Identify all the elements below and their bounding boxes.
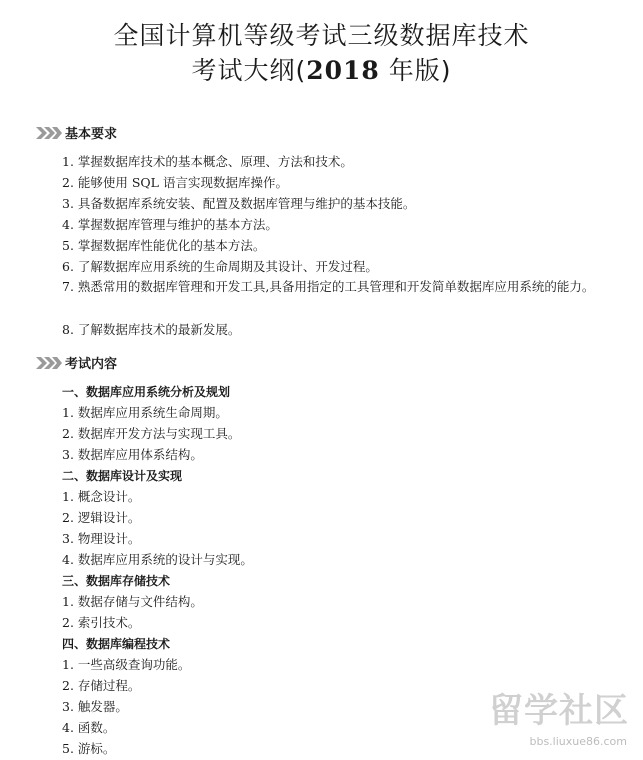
title-year: 2018 bbox=[306, 56, 380, 85]
list-item: 8. 了解数据库技术的最新发展。 bbox=[62, 322, 241, 337]
chevron-arrows-icon bbox=[36, 127, 62, 139]
title-line-2 bbox=[0, 51, 643, 87]
section-heading-label: 基本要求 bbox=[65, 127, 118, 142]
list-item: 2. 能够使用 SQL 语言实现数据库操作。 bbox=[62, 175, 288, 190]
subsection-title: 四、数据库编程技术 bbox=[62, 637, 171, 651]
list-item: 4. 掌握数据库管理与维护的基本方法。 bbox=[62, 217, 278, 232]
list-item: 2. 存储过程。 bbox=[62, 678, 141, 693]
list-item: 1. 一些高级查询功能。 bbox=[62, 657, 191, 672]
list-item: 3. 物理设计。 bbox=[62, 531, 141, 546]
list-item-wrapped: 7. 熟悉常用的数据库管理和开发工具,具备用指定的工具管理和开发简单数据库应用系统的能力。 bbox=[62, 279, 595, 294]
subsection-title: 二、数据库设计及实现 bbox=[62, 469, 183, 483]
list-item: 3. 触发器。 bbox=[62, 699, 128, 714]
list-item: 4. 数据库应用系统的设计与实现。 bbox=[62, 552, 253, 567]
section-heading-exam-content bbox=[36, 353, 117, 372]
list-item: 5. 掌握数据库性能优化的基本方法。 bbox=[62, 238, 266, 253]
watermark-logo: 留学社区 bbox=[489, 691, 629, 731]
subsection-title: 一、数据库应用系统分析及规划 bbox=[62, 385, 231, 399]
section-heading-basic-requirements bbox=[36, 123, 117, 142]
list-item: 1. 数据存储与文件结构。 bbox=[62, 594, 203, 609]
list-item: 1. 数据库应用系统生命周期。 bbox=[62, 405, 228, 420]
section-heading-label: 考试内容 bbox=[65, 357, 118, 372]
list-item: 1. 掌握数据库技术的基本概念、原理、方法和技术。 bbox=[62, 154, 353, 169]
chevron-arrows-icon bbox=[36, 357, 62, 369]
title-line-1: 全国计算机等级考试三级数据库技术 bbox=[113, 21, 530, 50]
list-item: 2. 索引技术。 bbox=[62, 615, 141, 630]
list-item: 5. 游标。 bbox=[62, 741, 116, 756]
list-item: 2. 逻辑设计。 bbox=[62, 510, 141, 525]
list-item: 6. 了解数据库应用系统的生命周期及其设计、开发过程。 bbox=[62, 259, 378, 274]
list-item: 3. 数据库应用体系结构。 bbox=[62, 447, 203, 462]
title-line-2-prefix: 考试大纲( bbox=[191, 56, 307, 85]
list-item: 2. 数据库开发方法与实现工具。 bbox=[62, 426, 241, 441]
watermark-url: bbs.liuxue86.com bbox=[529, 735, 627, 748]
list-item: 1. 概念设计。 bbox=[62, 489, 141, 504]
title-line-2-suffix: 年版) bbox=[379, 56, 452, 85]
subsection-title: 三、数据库存储技术 bbox=[62, 574, 171, 588]
list-item: 4. 函数。 bbox=[62, 720, 116, 735]
list-item: 3. 具备数据库系统安装、配置及数据库管理与维护的基本技能。 bbox=[62, 196, 416, 211]
